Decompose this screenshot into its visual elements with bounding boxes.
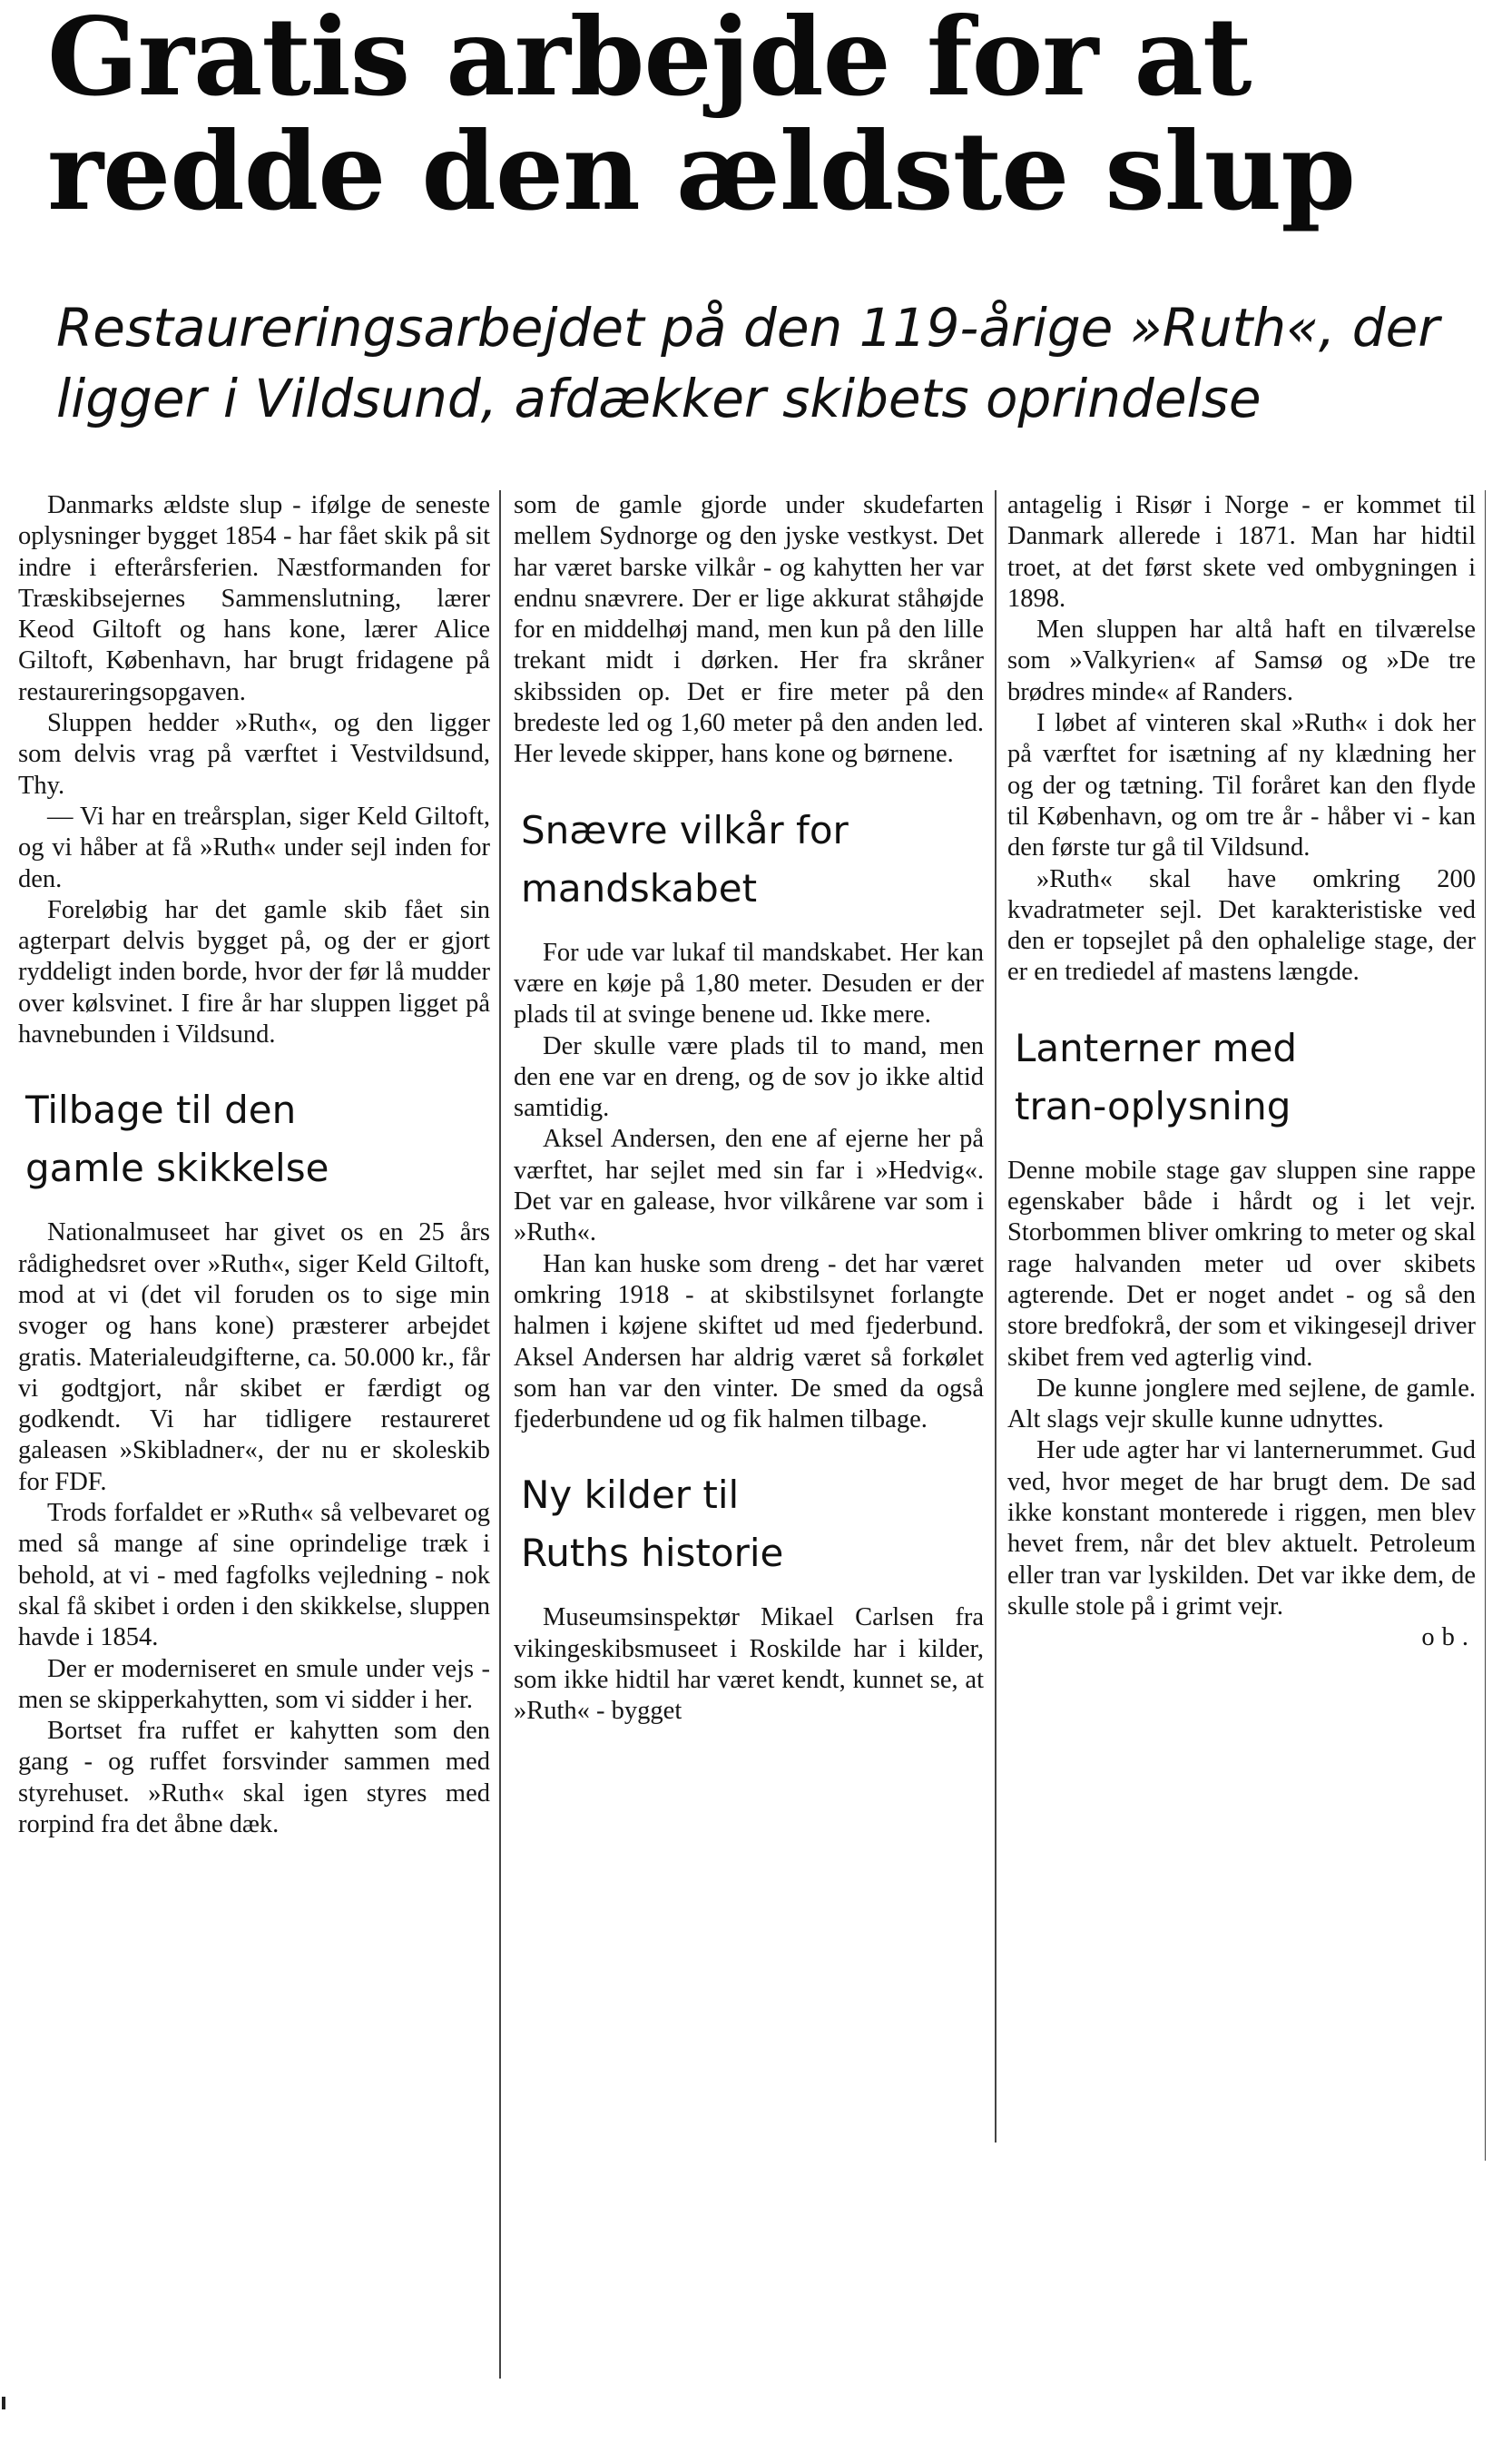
right-border [1485,490,1486,2161]
paragraph: Her ude agter har vi lanternerummet. Gud ved, hvor meget de har brugt dem. De sad ikke konstant monterede i riggen, men blev hevet frem, når det blev aktuelt. Petroleum eller tran var lyskilden. Det var ikke dem, de skulle stole på i grimt vejr. [1007,1436,1476,1620]
section-heading-line-2: gamle skikkelse [25,1146,329,1191]
section-heading-line-2: mandskabet [521,865,758,911]
subheadline-line-1: Restaureringsarbejdet på den 119-årige »Ruth«, der [56,297,1440,359]
paragraph: I løbet af vinteren skal »Ruth« i dok her på værftet for isætning af ny klædning her og der og tætning. Til foråret kan den flyde til København, og om tre år - håber vi - kan den første tur gå til Vildsund. [1007,709,1476,862]
section-heading-line-1: Snævre vilkår for [521,807,849,852]
paragraph: Danmarks ældste slup - ifølge de seneste oplysninger bygget 1854 - har fået skik på sit indre i efterårsferien. Næstformanden for Træskibsejernes Sammenslutning, lærer Keod Giltoft og hans kone, lærer Alice Giltoft, København, har brugt fridagene på restaureringsopgaven. [18,491,490,706]
headline [47,0,1463,234]
paragraph: Nationalmuseet har givet os en 25 års rådighedsret over »Ruth«, siger Keld Giltoft, mod at vi (det vil foruden os to sige min svoger og hans kone) præsterer arbejdet gratis. Materialeudgifterne, ca. 50.000 kr., får vi godtgjort, når skibet er færdigt og godkendt. Vi har tidligere restaureret galeasen »Skibladner«, der nu er skoleskib for FDF. [18,1218,490,1496]
section-heading-line-1: Tilbage til den [25,1088,297,1133]
section-heading [1015,1020,1476,1136]
paragraph: De kunne jonglere med sejlene, de gamle. Alt slags vejr skulle kunne udnyttes. [1007,1374,1476,1434]
paragraph: Bortset fra ruffet er kahytten som den gang - og ruffet forsvinder sammen med styrehuset. »Ruth« skal igen styres med rorpind fra det åbne dæk. [18,1717,490,1838]
headline-line-1: Gratis arbejde for at [47,0,1252,120]
paragraph: Der er moderniseret en smule under vejs - men se skipperkahytten, som vi sidder i her. [18,1654,490,1714]
edge-mark [2,2397,5,2409]
section-heading-line-2: tran-oplysning [1015,1083,1291,1128]
subheadline-line-2: ligger i Vildsund, afdækker skibets oprindelse [56,368,1262,429]
paragraph: Trods forfaldet er »Ruth« så velbevaret og med så mange af sine oprindelige træk i behold, at vi - med fagfolks vejledning - nok skal få skibet i orden i den skikkelse, sluppen havde i 1854. [18,1499,490,1652]
section-heading-line-2: Ruths historie [521,1531,784,1576]
column-2 [514,490,984,1728]
paragraph: Foreløbig har det gamle skib fået sin agterpart delvis bygget på, og der er gjort ryddeligt inden borde, hvor der før lå mudder over kølsvinet. I fire år har sluppen ligget på havnebunden i Vildsund. [18,895,490,1049]
section-heading-line-1: Lanterner med [1015,1025,1298,1070]
paragraph: Sluppen hedder »Ruth«, og den ligger som delvis vrag på værftet i Vestvildsund, Thy. [18,709,490,800]
paragraph: Han kan huske som dreng - det har været omkring 1918 - at skibstilsynet forlangte halmen i køjene skiftet ud med fjederbund. Aksel Andersen har aldrig været så forkølet som han var den vinter. De smed da også fjederbundene ud og fik halmen tilbage. [514,1249,984,1434]
subheadline [56,292,1472,434]
paragraph: Men sluppen har altå haft en tilværelse som »Valkyrien« af Samsø og »De tre brødres minde« af Randers. [1007,616,1476,706]
column-3 [1007,490,1476,1654]
author-signoff: ob. [1421,1623,1476,1652]
section-heading [521,802,984,918]
paragraph: — Vi har en treårsplan, siger Keld Giltoft, og vi håber at få »Ruth« under sejl inden for den. [18,802,490,893]
paragraph: Aksel Andersen, den ene af ejerne her på værftet, har sejlet med sin far i »Hedvig«. Det var en galease, hvor vilkårene var som i »Ruth«. [514,1125,984,1247]
column-1 [18,490,490,1840]
paragraph: Denne mobile stage gav sluppen sine rappe egenskaber både i hårdt og i let vejr. Storbommen bliver omkring to meter og skal rage halvanden meter ud over skibets agterende. Det er noget andet - og så den store bredfokrå, der som et vikingesejl driver skibet frem ved agterlig vind. [1007,1156,1476,1372]
section-heading [25,1081,490,1197]
paragraph: For ude var lukaf til mandskabet. Her kan være en køje på 1,80 meter. Desuden er der plads til at svinge benene ud. Ikke mere. [514,938,984,1029]
paragraph: Der skulle være plads til to mand, men den ene var en dreng, og de sov jo ikke altid samtidig. [514,1031,984,1123]
paragraph: »Ruth« skal have omkring 200 kvadratmeter sejl. Det karakteristiske ved den er topsejlet på den ophalelige stage, der er en trediedel af mastens længde. [1007,864,1476,987]
column-divider [995,490,997,2143]
column-divider [499,490,501,2379]
paragraph: som de gamle gjorde under skudefarten mellem Sydnorge og den jyske vestkyst. Det har været barske vilkår - og kahytten her var endnu snævrere. Der er lige akkurat ståhøjde for en middelhøj mand, men kun på den lille trekant midt i dørken. Her fra skråner skibssiden op. Det er fire meter på den bredeste led og 1,60 meter på den anden led. Her levede skipper, hans kone og børnene. [514,491,984,769]
section-heading [521,1466,984,1582]
section-heading-line-1: Ny kilder til [521,1473,740,1518]
paragraph: antagelig i Risør i Norge - er kommet til Danmark allerede i 1871. Man har hidtil troet, at det først skete ved ombygningen i 1898. [1007,491,1476,613]
headline-line-2: redde den ældste slup [47,108,1355,234]
paragraph: Museumsinspektør Mikael Carlsen fra vikingeskibsmuseet i Roskilde har i kilder, som ikke hidtil har været kendt, kunnet se, at »Ruth« - bygget [514,1603,984,1726]
